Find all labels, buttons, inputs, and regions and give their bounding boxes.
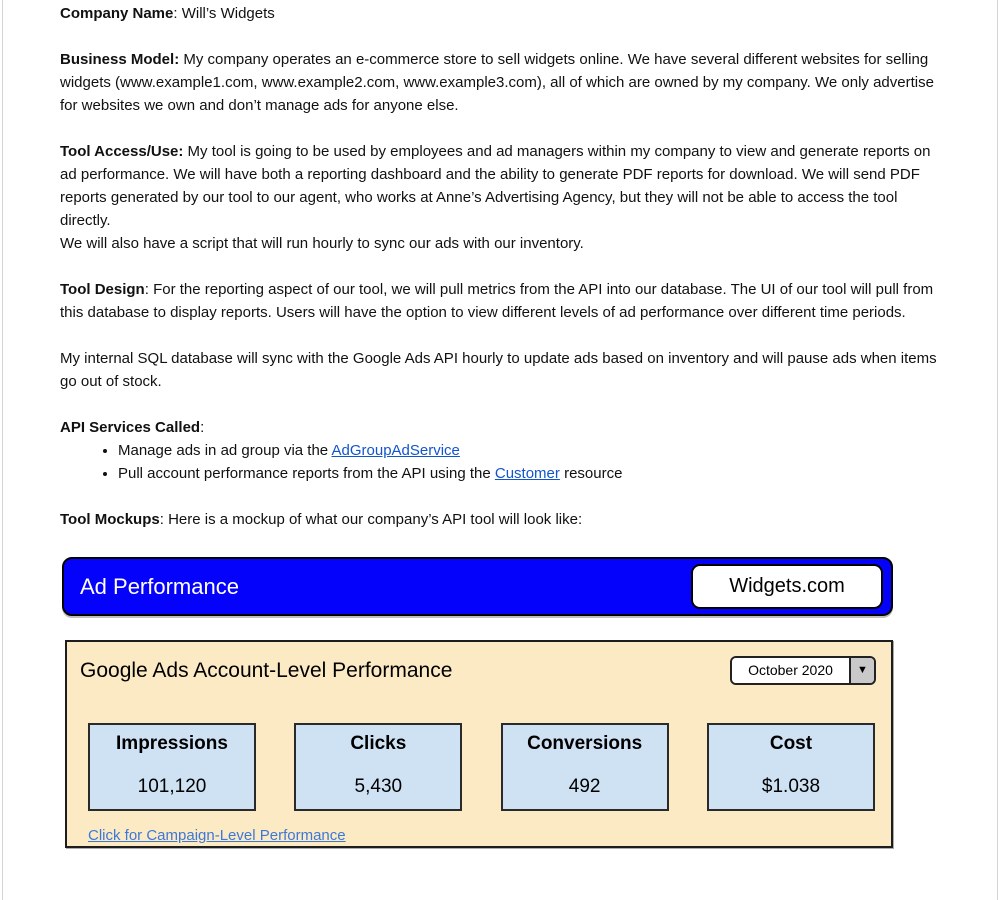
tool-mockups-label: Tool Mockups: [60, 511, 160, 528]
campaign-level-link[interactable]: Click for Campaign-Level Performance: [88, 827, 346, 844]
tool-access-text: My tool is going to be used by employees and ad managers within my company to view and generate reports on ad performance. We will have both a reporting dashboard and the ability to generate PDF reports for download. We will send PDF reports generated by our tool to our agent, who works at Anne’s Advertising Agency, but they will not be able to access the tool directly.: [60, 143, 931, 229]
list-item: [118, 439, 947, 462]
tool-access-label: Tool Access/Use:: [60, 143, 184, 160]
bullet-text: Manage ads in ad group via the: [118, 442, 332, 459]
metric-label: Clicks: [350, 733, 407, 754]
widgets-site-button[interactable]: Widgets.com: [691, 564, 883, 609]
document-page: [2, 0, 998, 900]
paragraph-company-name: [60, 2, 947, 25]
tool-design-label: Tool Design: [60, 281, 145, 298]
paragraph-tool-design: [60, 278, 947, 324]
business-model-text: My company operates an e-commerce store to sell widgets online. We have several different websites for selling widgets (www.example1.com, www.example2.com, www.example3.com), all of which are owned by my company. We only advertise for websites we own and don’t manage ads for anyone else.: [60, 51, 934, 114]
metric-card-conversions: [501, 723, 669, 811]
adgroupadservice-link[interactable]: AdGroupAdService: [331, 442, 460, 459]
panel-link-row: [88, 824, 891, 847]
sql-sync-text: My internal SQL database will sync with the Google Ads API hourly to update ads based on inventory and will pause ads when items go out of stock.: [60, 350, 937, 390]
paragraph-business-model: [60, 48, 947, 117]
api-services-colon: :: [200, 419, 205, 436]
metric-label: Conversions: [527, 733, 643, 754]
metric-label: Cost: [769, 733, 813, 754]
metric-label: Impressions: [116, 733, 228, 754]
period-dropdown[interactable]: [730, 656, 876, 685]
period-dropdown-value[interactable]: October 2020: [732, 658, 849, 683]
list-item: [118, 462, 947, 485]
metric-card-cost: [707, 723, 875, 811]
customer-link[interactable]: Customer: [494, 465, 560, 482]
tool-access-text2: We will also have a script that will run hourly to sync our ads with our inventory.: [60, 235, 584, 252]
metric-value: $1.038: [761, 776, 821, 797]
company-name-value: : Will’s Widgets: [173, 5, 275, 22]
dropdown-arrow-icon[interactable]: ▼: [849, 658, 874, 683]
mockup-title: Ad Performance: [80, 573, 239, 599]
paragraph-tool-mockups: [60, 508, 947, 531]
metric-value: 492: [568, 776, 601, 797]
mockup-header-bar: [62, 557, 893, 616]
paragraph-api-services-heading: [60, 416, 947, 439]
panel-header: [67, 642, 891, 685]
metric-value: 5,430: [354, 776, 403, 797]
business-model-label: Business Model:: [60, 51, 180, 68]
api-services-list: [60, 439, 947, 485]
bullet-text: Pull account performance reports from the API using the: [118, 465, 495, 482]
tool-mockups-text: : Here is a mockup of what our company’s API tool will look like:: [159, 511, 583, 528]
paragraph-sql-sync: [60, 347, 947, 393]
metric-card-clicks: [294, 723, 462, 811]
metric-value: 101,120: [137, 776, 207, 797]
bullet-text-post: resource: [559, 465, 623, 482]
company-name-label: Company Name: [60, 5, 174, 22]
metric-card-impressions: [88, 723, 256, 811]
tool-design-text: : For the reporting aspect of our tool, we will pull metrics from the API into our database. The UI of our tool will pull from this database to display reports. Users will have the option to view different levels of ad performance over different time periods.: [60, 281, 934, 321]
document-content: [3, 0, 997, 848]
api-services-label: API Services Called: [60, 419, 201, 436]
metrics-row: [67, 723, 891, 811]
paragraph-tool-access: [60, 140, 947, 255]
account-performance-panel: [65, 640, 893, 848]
panel-title: Google Ads Account-Level Performance: [80, 658, 453, 682]
